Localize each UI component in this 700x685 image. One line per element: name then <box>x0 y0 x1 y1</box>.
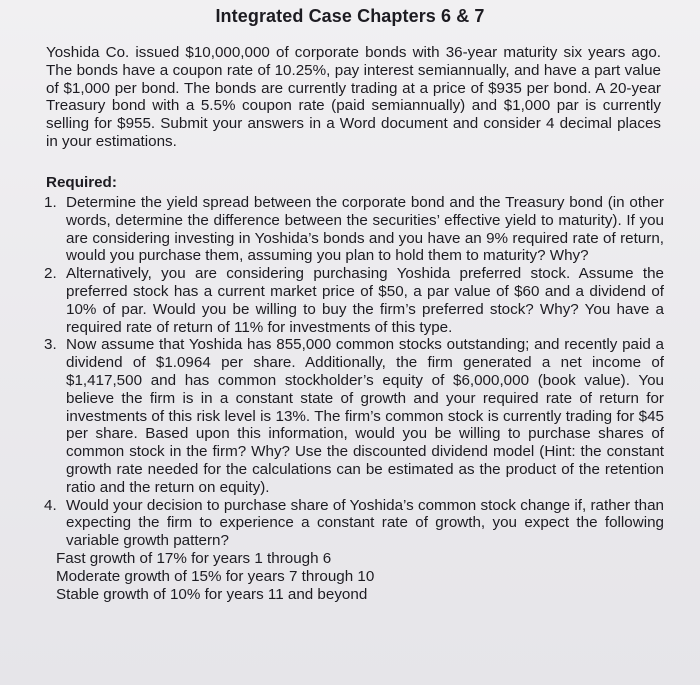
list-item-number: 1. <box>44 194 57 211</box>
list-item <box>44 336 664 496</box>
page-title: Integrated Case Chapters 6 & 7 <box>215 6 485 26</box>
list-item <box>44 265 664 336</box>
growth-pattern <box>56 549 664 603</box>
required-heading: Required: <box>46 174 117 191</box>
growth-line-moderate: Moderate growth of 15% for years 7 through 10 <box>56 567 375 585</box>
list-item-number: 3. <box>44 336 57 354</box>
list-item-text: Determine the yield spread between the corporate bond and the Treasury bond (in other words, determine the difference between the securities’ effective yield to maturity). If you are considering investing in Yoshida’s bonds and you have an 9% required rate of return, would you purchase them, assuming you plan to hold them to maturity? Why? <box>66 194 664 265</box>
growth-line-stable: Stable growth of 10% for years 11 and beyond <box>56 585 368 603</box>
list-item-text: Alternatively, you are considering purchasing Yoshida preferred stock. Assume the preferred stock has a current market price of $50, a par value of $60 and a dividend of 10% of par. Would you be willing to buy the firm’s preferred stock? Why? You have a required rate of return of 11% for investments of this type. <box>66 265 664 336</box>
requirements-list <box>44 194 664 603</box>
list-item-text: Would your decision to purchase share of Yoshida’s common stock change if, rather than expecting the firm to experience a constant rate of growth, you expect the following variable growth pattern? <box>66 496 664 550</box>
list-item <box>44 194 664 265</box>
list-item-number: 2. <box>44 265 57 283</box>
growth-line-fast: Fast growth of 17% for years 1 through 6 <box>56 549 332 567</box>
list-item-text: Now assume that Yoshida has 855,000 common stocks outstanding; and recently paid a dividend of $1.0964 per share. Additionally, the firm generated a net income of $1,417,500 and has common stockholder’s equity of $6,000,000 (book value). You believe the firm is in a constant state of growth and your required rate of return for investments of this risk level is 13%. The firm’s common stock is currently trading for $45 per share. Based upon this information, would you be willing to purchase shares of common stock in the firm? Why? Use the discounted dividend model (Hint: the constant growth rate needed for the calculations can be estimated as the product of the retention ratio and the return on equity). <box>66 336 664 496</box>
list-item-number: 4. <box>44 496 57 514</box>
list-item <box>44 497 664 604</box>
intro-paragraph: Yoshida Co. issued $10,000,000 of corporate bonds with 36-year maturity six years ago. The bonds have a coupon rate of 10.25%, pay interest semiannually, and have a part value of $1,000 per bond. The bonds are currently trading at a price of $935 per bond. A 20-year Treasury bond with a 5.5% coupon rate (paid semiannually) and $1,000 par is currently selling for $955. Submit your answers in a Word document and consider 4 decimal places in your estimations. <box>46 44 661 150</box>
